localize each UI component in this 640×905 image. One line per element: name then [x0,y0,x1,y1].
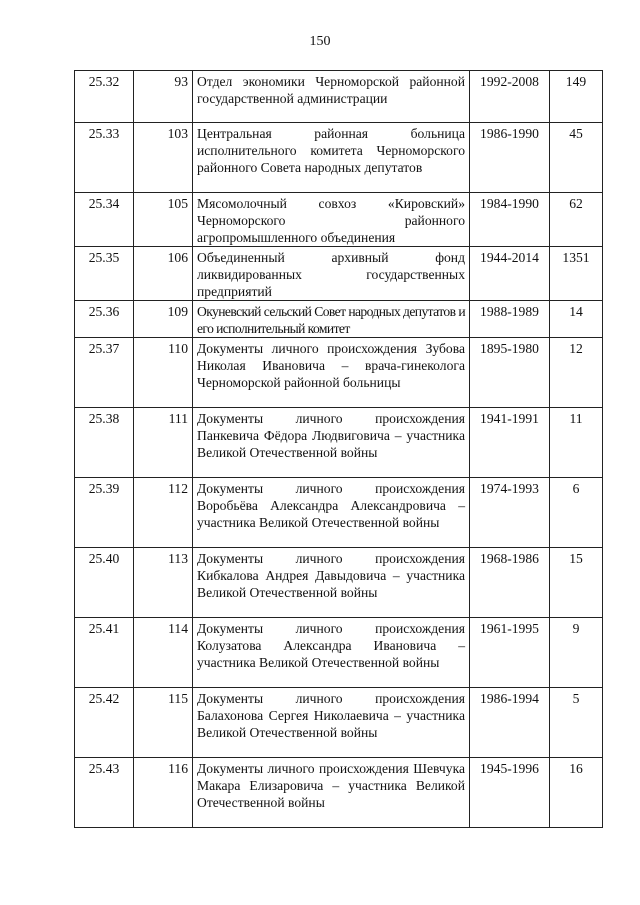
date-range: 1988-1989 [470,301,550,338]
item-count: 14 [550,301,603,338]
fund-number: 113 [134,548,193,618]
page-number: 150 [309,34,331,49]
fund-description: Объединенный архивный фонд ликвидированных государственных предприятий [193,247,470,301]
row-index: 25.42 [75,688,134,758]
fund-number: 110 [134,338,193,408]
fund-description: Документы личного происхождения Шевчука Макара Елизаровича – участника Великой Отечественной войны [193,758,470,828]
date-range: 1986-1994 [470,688,550,758]
fund-number: 103 [134,123,193,193]
item-count: 11 [550,408,603,478]
item-count: 62 [550,193,603,247]
row-index: 25.34 [75,193,134,247]
item-count: 12 [550,338,603,408]
date-range: 1984-1990 [470,193,550,247]
fund-number: 106 [134,247,193,301]
date-range: 1992-2008 [470,71,550,123]
date-range: 1986-1990 [470,123,550,193]
fund-description: Документы личного происхождения Колузатова Александра Ивановича – участника Великой Отечественной войны [193,618,470,688]
fund-number: 114 [134,618,193,688]
table-row [75,338,603,408]
fund-description: Документы личного происхождения Кибкалова Андрея Давыдовича – участника Великой Отечественной войны [193,548,470,618]
item-count: 9 [550,618,603,688]
fund-description: Центральная районная больница исполнительного комитета Черноморского районного Совета народных депутатов [193,123,470,193]
item-count: 149 [550,71,603,123]
row-index: 25.41 [75,618,134,688]
table-row [75,618,603,688]
row-index: 25.37 [75,338,134,408]
fund-number: 112 [134,478,193,548]
fund-description: Окуневский сельский Совет народных депутатов и его исполнительный комитет [193,301,470,338]
row-index: 25.40 [75,548,134,618]
row-index: 25.39 [75,478,134,548]
date-range: 1944-2014 [470,247,550,301]
item-count: 16 [550,758,603,828]
table-row [75,193,603,247]
row-index: 25.43 [75,758,134,828]
date-range: 1968-1986 [470,548,550,618]
date-range: 1961-1995 [470,618,550,688]
fund-number: 105 [134,193,193,247]
row-index: 25.33 [75,123,134,193]
item-count: 45 [550,123,603,193]
fund-number: 115 [134,688,193,758]
fund-number: 109 [134,301,193,338]
item-count: 6 [550,478,603,548]
row-index: 25.35 [75,247,134,301]
fund-description: Документы личного происхождения Панкевича Фёдора Людвиговича – участника Великой Отечественной войны [193,408,470,478]
fund-description: Документы личного происхождения Зубова Николая Ивановича – врача-гинеколога Черноморской районной больницы [193,338,470,408]
row-index: 25.36 [75,301,134,338]
table-row [75,247,603,301]
row-index: 25.38 [75,408,134,478]
item-count: 1351 [550,247,603,301]
date-range: 1974-1993 [470,478,550,548]
date-range: 1945-1996 [470,758,550,828]
table-row [75,548,603,618]
fund-description: Документы личного происхождения Воробьёва Александра Александровича – участника Великой Отечественной войны [193,478,470,548]
table-row [75,123,603,193]
item-count: 5 [550,688,603,758]
date-range: 1895-1980 [470,338,550,408]
date-range: 1941-1991 [470,408,550,478]
table-row [75,688,603,758]
table-row [75,71,603,123]
table-row [75,758,603,828]
archive-register-table [74,70,603,828]
fund-number: 116 [134,758,193,828]
table-row [75,301,603,338]
row-index: 25.32 [75,71,134,123]
fund-description: Отдел экономики Черноморской районной государственной администрации [193,71,470,123]
fund-description: Документы личного происхождения Балахонова Сергея Николаевича – участника Великой Отечественной войны [193,688,470,758]
fund-description: Мясомолочный совхоз «Кировский» Черноморского районного агропромышленного объединения [193,193,470,247]
table-row [75,478,603,548]
item-count: 15 [550,548,603,618]
fund-number: 111 [134,408,193,478]
fund-number: 93 [134,71,193,123]
table-row [75,408,603,478]
